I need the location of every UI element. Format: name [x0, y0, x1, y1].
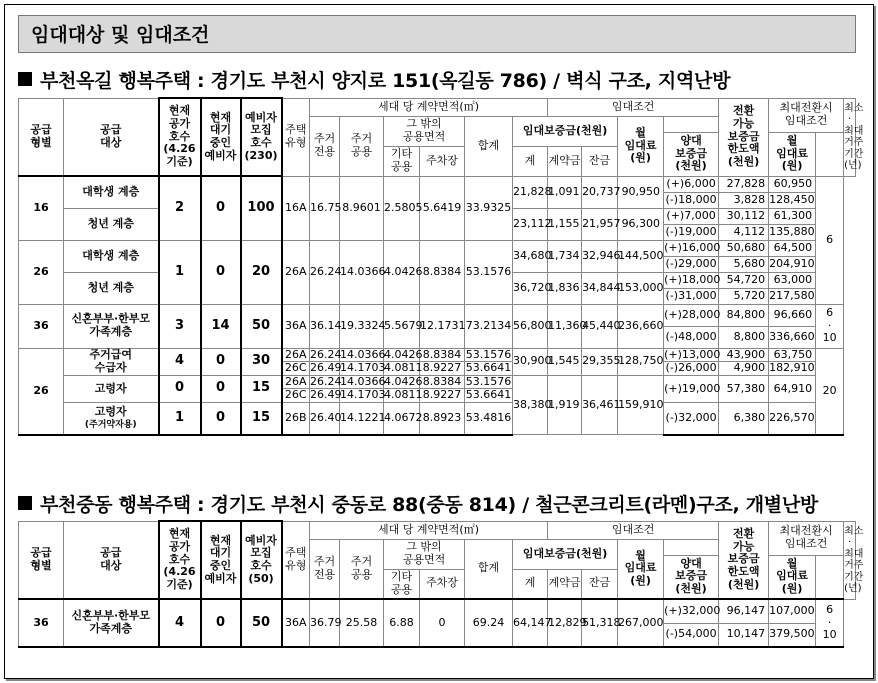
table-cell: 26A — [282, 375, 310, 389]
table-cell: 1,734 — [548, 240, 582, 272]
table-cell: 최소 · 최대 거주 기간 (년) — [844, 521, 856, 599]
table-cell: 주차장 — [420, 569, 465, 599]
table-cell: 주거 전용 — [310, 539, 340, 599]
table-cell: (+)18,000 — [664, 272, 719, 288]
table-cell: 6.88 — [384, 599, 420, 647]
table-cell: 6,380 — [719, 403, 769, 435]
table-cell: 4,112 — [719, 224, 769, 240]
table-cell: 14.0366 — [340, 374, 386, 388]
table-cell: 4.0426 — [384, 347, 423, 361]
table-cell: 36,720 — [513, 272, 548, 304]
table-cell: 50,680 — [719, 240, 769, 256]
table-cell: 16.75 — [310, 176, 340, 240]
table-cell: 14 — [201, 304, 241, 348]
table-cell: 69.24 — [465, 599, 513, 647]
table-cell: 2.5805 — [384, 176, 420, 240]
table-cell: 월 임대료 (원) — [769, 555, 816, 599]
table-cell: 4.0426 — [384, 374, 423, 388]
table-cell: 8.9227 — [420, 362, 465, 376]
table-cell: 26 — [19, 240, 64, 304]
table-cell: 30 — [241, 348, 282, 375]
table-cell: 204,910 — [769, 256, 816, 272]
table-cell: 53.1576 — [465, 374, 512, 388]
table-cell: 96,300 — [618, 208, 664, 240]
table-cell: 100 — [241, 176, 282, 240]
table-cell: 계 — [513, 146, 548, 176]
table-cell: 36.14 — [310, 304, 340, 348]
table-cell: 43,900 — [719, 348, 769, 362]
table-cell: 53.4816 — [465, 403, 513, 435]
table-cell: 8.8384 — [420, 348, 465, 362]
table-cell: 4.0672 — [384, 403, 420, 435]
table-cell: 계약금 — [548, 146, 582, 176]
table-cell: 현재 대기 중인 예비자 — [201, 98, 241, 176]
table-cell: 청년 계층 — [64, 272, 159, 304]
table-cell: 14.0366 — [340, 347, 386, 361]
table-cell: 고령자 (주거약자용) — [64, 403, 159, 435]
table-cell: (+)32,000 — [664, 599, 719, 623]
table-cell: 30,112 — [719, 208, 769, 224]
table-cell: 128,450 — [769, 192, 816, 208]
table-cell: 2 — [159, 176, 201, 240]
table-cell: 4 — [159, 599, 201, 647]
target-subtext: (주거약자용) — [84, 420, 137, 431]
table-cell: 6 · 10 — [816, 304, 844, 348]
table-cell: 1 — [159, 240, 201, 304]
table-cell: 공급 대상 — [64, 98, 159, 176]
table-cell: 14.1703 — [340, 361, 386, 375]
table-cell: 30,900 — [513, 348, 548, 375]
table-cell: 38,380 — [513, 375, 548, 434]
table-cell: 공급 형별 — [19, 98, 64, 176]
table-cell: 23,112 — [513, 208, 548, 240]
table-cell: 53.1576 — [465, 240, 513, 304]
table-cell: 월 임대료 (원) — [618, 539, 664, 599]
table-cell: 전환 가능 보증금 한도액 (천원) — [719, 521, 769, 599]
bullet-square-icon — [18, 72, 32, 86]
table-cell: 36 — [19, 304, 64, 348]
table-cell: 12.1731 — [420, 304, 465, 348]
table-cell: 예비자 모집 호수 (50) — [241, 521, 282, 599]
table-cell: 20 — [816, 348, 844, 435]
table-cell: 128,750 — [618, 348, 664, 375]
table-cell: 0 — [420, 599, 465, 647]
table-cell: 217,580 — [769, 288, 816, 304]
table-cell: 26.24 — [310, 347, 342, 361]
table-cell: 임대조건 — [548, 521, 719, 539]
table-cell: 26B — [282, 403, 310, 435]
table-cell: 84,800 — [719, 304, 769, 326]
table-cell: 25.58 — [340, 599, 384, 647]
table-cell: (-)29,000 — [664, 256, 719, 272]
section2-title-text: 부천중동 행복주택 : 경기도 부천시 중동로 88(중동 814) / 철근콘크리트(라멘)구조, 개별난방 — [40, 494, 818, 516]
table-cell: 계 — [513, 569, 548, 599]
table-cell: 현재 공가 호수 (4.26 기준) — [159, 98, 201, 176]
table-cell: 26.24 — [310, 374, 342, 388]
table-cell: 8,800 — [719, 326, 769, 348]
table-cell: 26A — [282, 240, 310, 304]
table-cell: (-)31,000 — [664, 288, 719, 304]
table-cell: 그 밖의 공용면적 — [384, 116, 465, 146]
table-cell: 16 — [19, 176, 64, 240]
table-cell: 96,147 — [719, 599, 769, 623]
table-cell: 26 — [19, 348, 64, 435]
table-cell: 잔금 — [582, 569, 618, 599]
table-cell: 51,318 — [582, 599, 618, 647]
table-cell: 36A — [282, 304, 310, 348]
table-cell: 15 — [241, 375, 282, 402]
table-cell: 최대전환시 임대조건 — [769, 98, 844, 132]
table-cell: 107,000 — [769, 599, 816, 623]
table-cell: 60,950 — [769, 176, 816, 192]
table-cell: (+)28,000 — [664, 304, 719, 326]
table-cell: 주차장 — [420, 146, 465, 176]
table-cell: 0 — [159, 375, 201, 402]
table-cell: 33.9325 — [465, 176, 513, 240]
table-cell: 4 — [159, 348, 201, 375]
table-cell: 53.1576 — [465, 347, 512, 361]
section1-table — [18, 97, 864, 436]
table-cell: 53.6641 — [465, 388, 512, 402]
table-cell: 6 — [816, 176, 844, 304]
table-cell: 4.0811 — [384, 361, 423, 375]
table-cell: 임대보증금(천원) — [513, 539, 618, 569]
table-cell: 공급 대상 — [64, 521, 159, 599]
table-cell: 최대전환시 임대조건 — [769, 521, 844, 555]
table-cell: 6 · 10 — [816, 599, 844, 647]
table-cell: 63,000 — [769, 272, 816, 288]
bullet-square-icon — [18, 496, 32, 510]
table-cell: 1,091 — [548, 176, 582, 208]
table-cell: 11,360 — [548, 304, 582, 348]
table-cell: 월 임대료 (원) — [618, 116, 664, 176]
table-cell: 53.6641 — [465, 361, 512, 375]
table-cell: 고령자 — [64, 375, 159, 402]
page-title: 임대대상 및 임대조건 — [18, 15, 856, 53]
table-cell: 96,660 — [769, 304, 816, 326]
table-cell: 54,720 — [719, 272, 769, 288]
table-cell: 32,946 — [582, 240, 618, 272]
table-cell: (-)54,000 — [664, 623, 719, 647]
table-cell: 90,950 — [618, 176, 664, 208]
table-cell: 5,680 — [719, 256, 769, 272]
table-cell: (-)48,000 — [664, 326, 719, 348]
table-cell: 대학생 계층 — [64, 176, 159, 208]
table-cell: 64,147 — [513, 599, 548, 647]
table-cell: (-)32,000 — [664, 403, 719, 435]
table-cell: 45,440 — [582, 304, 618, 348]
table-cell: 144,500 — [618, 240, 664, 272]
table-cell: 0 — [201, 240, 241, 304]
table-cell: 57,380 — [719, 375, 769, 402]
table-cell: 신혼부부·한부모 가족계층 — [64, 599, 159, 647]
table-cell: 21,828 — [513, 176, 548, 208]
table-cell: 34,680 — [513, 240, 548, 272]
table-cell: 8.8923 — [420, 403, 465, 435]
table-cell: 잔금 — [582, 146, 618, 176]
table-cell: 26.40 — [310, 403, 340, 435]
table-cell: 26A — [282, 348, 310, 362]
table-cell: 양대 보증금 (천원) — [664, 132, 719, 176]
section1-title — [18, 66, 730, 93]
table-cell: 15 — [241, 403, 282, 435]
table-cell: 8.8384 — [420, 240, 465, 304]
table-cell: 36.79 — [310, 599, 340, 647]
table-cell: 예비자 모집 호수 (230) — [241, 98, 282, 176]
table-cell: 336,660 — [769, 326, 816, 348]
table-cell: (+)7,000 — [664, 208, 719, 224]
table-cell: 26.49 — [310, 361, 342, 375]
table-cell: 주거급여 수급자 — [64, 348, 159, 375]
table-cell: 4.0426 — [384, 240, 420, 304]
table-cell: 14.0366 — [340, 240, 384, 304]
table-cell: (+)6,000 — [664, 176, 719, 192]
table-cell: 21,957 — [582, 208, 618, 240]
table-cell: 8.9227 — [420, 389, 465, 403]
table-cell: 36A — [282, 599, 310, 647]
table-cell: 182,910 — [769, 361, 815, 375]
table-cell: 4,900 — [719, 362, 769, 376]
table-cell: 청년 계층 — [64, 208, 159, 240]
table-cell: 63,750 — [769, 348, 816, 362]
table-cell: 14.1703 — [340, 388, 386, 402]
section1-title-text: 부천옥길 행복주택 : 경기도 부천시 양지로 151(옥길동 786) / 벽식 구조, 지역난방 — [40, 70, 731, 92]
table-cell: 64,500 — [769, 240, 816, 256]
table-cell: 16A — [282, 176, 310, 240]
table-cell: 0 — [201, 348, 241, 375]
table-cell: 4.0811 — [384, 388, 423, 402]
table-cell: 세대 당 계약면적(㎡) — [310, 521, 548, 539]
table-cell: 대학생 계층 — [64, 240, 159, 272]
table-cell: 양대 보증금 (천원) — [664, 555, 719, 599]
table-cell: 379,500 — [769, 623, 816, 647]
table-cell: 0 — [201, 375, 241, 402]
table-cell: 73.2134 — [465, 304, 513, 348]
table-cell: 26.49 — [310, 388, 342, 402]
table-cell: 50 — [241, 599, 282, 647]
table-cell: 주택 유형 — [282, 98, 310, 176]
table-cell: 0 — [201, 599, 241, 647]
table-cell: 20 — [241, 240, 282, 304]
table-cell: 공급 형별 — [19, 521, 64, 599]
table-cell: 5,720 — [719, 288, 769, 304]
table-cell: 10,147 — [719, 623, 769, 647]
table-cell: 5.6419 — [420, 176, 465, 240]
table-cell: 계약금 — [548, 569, 582, 599]
table-cell: 0 — [201, 403, 241, 435]
table-cell: 226,570 — [769, 403, 816, 435]
table-cell: 합계 — [465, 539, 513, 599]
table-cell: 현재 대기 중인 예비자 — [201, 521, 241, 599]
table-cell: 14.1221 — [340, 403, 384, 435]
table-cell: 159,910 — [618, 375, 664, 434]
table-cell: (+)16,000 — [664, 240, 719, 256]
section2-title — [18, 490, 818, 517]
table-cell: 50 — [241, 304, 282, 348]
table-cell: 1,545 — [548, 348, 582, 375]
table-cell: 56,800 — [513, 304, 548, 348]
section2-table — [18, 520, 864, 648]
table-cell: 5.5679 — [384, 304, 420, 348]
table-cell: 전환 가능 보증금 한도액 (천원) — [719, 98, 769, 176]
table-cell: 1,155 — [548, 208, 582, 240]
table-cell: 1,919 — [548, 375, 582, 434]
table-cell: 주거 전용 — [310, 116, 340, 176]
table-cell: 1,836 — [548, 272, 582, 304]
table-cell: 3 — [159, 304, 201, 348]
table-cell: 그 밖의 공용면적 — [384, 539, 465, 569]
table-cell: 267,000 — [618, 599, 664, 647]
table-cell: 64,910 — [769, 375, 816, 402]
table-cell: 236,660 — [618, 304, 664, 348]
table-cell: 1 — [159, 403, 201, 435]
table-cell: 26.24 — [310, 240, 340, 304]
table-cell: 27,828 — [719, 176, 769, 192]
table-cell: 29,355 — [582, 348, 618, 375]
table-cell: 주거 공용 — [340, 539, 384, 599]
table-cell: 19.3324 — [340, 304, 384, 348]
table-cell: 36 — [19, 599, 64, 647]
table-cell: 3,828 — [719, 192, 769, 208]
table-cell: 153,000 — [618, 272, 664, 304]
table-cell: 세대 당 계약면적(㎡) — [310, 98, 548, 116]
table-cell: (-)26,000 — [665, 361, 717, 375]
table-cell: 임대조건 — [548, 98, 719, 116]
table-cell: 기타 공용 — [384, 569, 420, 599]
table-cell: (-)19,000 — [664, 224, 719, 240]
table-cell: 주거 공용 — [340, 116, 384, 176]
table-cell: 8.9601 — [340, 176, 384, 240]
table-cell: 월 임대료 (원) — [769, 132, 816, 176]
table-cell: 12,829 — [548, 599, 582, 647]
table-cell: (+)13,000 — [664, 347, 721, 361]
table-cell: (+)19,000 — [664, 375, 719, 402]
table-cell: (-)18,000 — [664, 192, 719, 208]
table-cell: 임대보증금(천원) — [513, 116, 618, 146]
table-cell: 주택 유형 — [282, 521, 310, 599]
table-cell: 36,461 — [582, 375, 618, 434]
table-cell: 8.8384 — [420, 375, 465, 389]
table-cell: 0 — [201, 176, 241, 240]
table-cell: 최소 · 최대 거주 기간 (년) — [844, 98, 856, 176]
table-cell: 26C — [282, 362, 310, 376]
table-cell: 기타 공용 — [384, 146, 420, 176]
table-cell: 합계 — [465, 116, 513, 176]
table-cell: 20,737 — [582, 176, 618, 208]
table-cell: 34,844 — [582, 272, 618, 304]
table-cell: 135,880 — [769, 224, 816, 240]
table-cell: 26C — [282, 389, 310, 403]
table-cell: 61,300 — [769, 208, 816, 224]
table-cell: 신혼부부·한부모 가족계층 — [64, 304, 159, 348]
table-cell: 현재 공가 호수 (4.26 기준) — [159, 521, 201, 599]
